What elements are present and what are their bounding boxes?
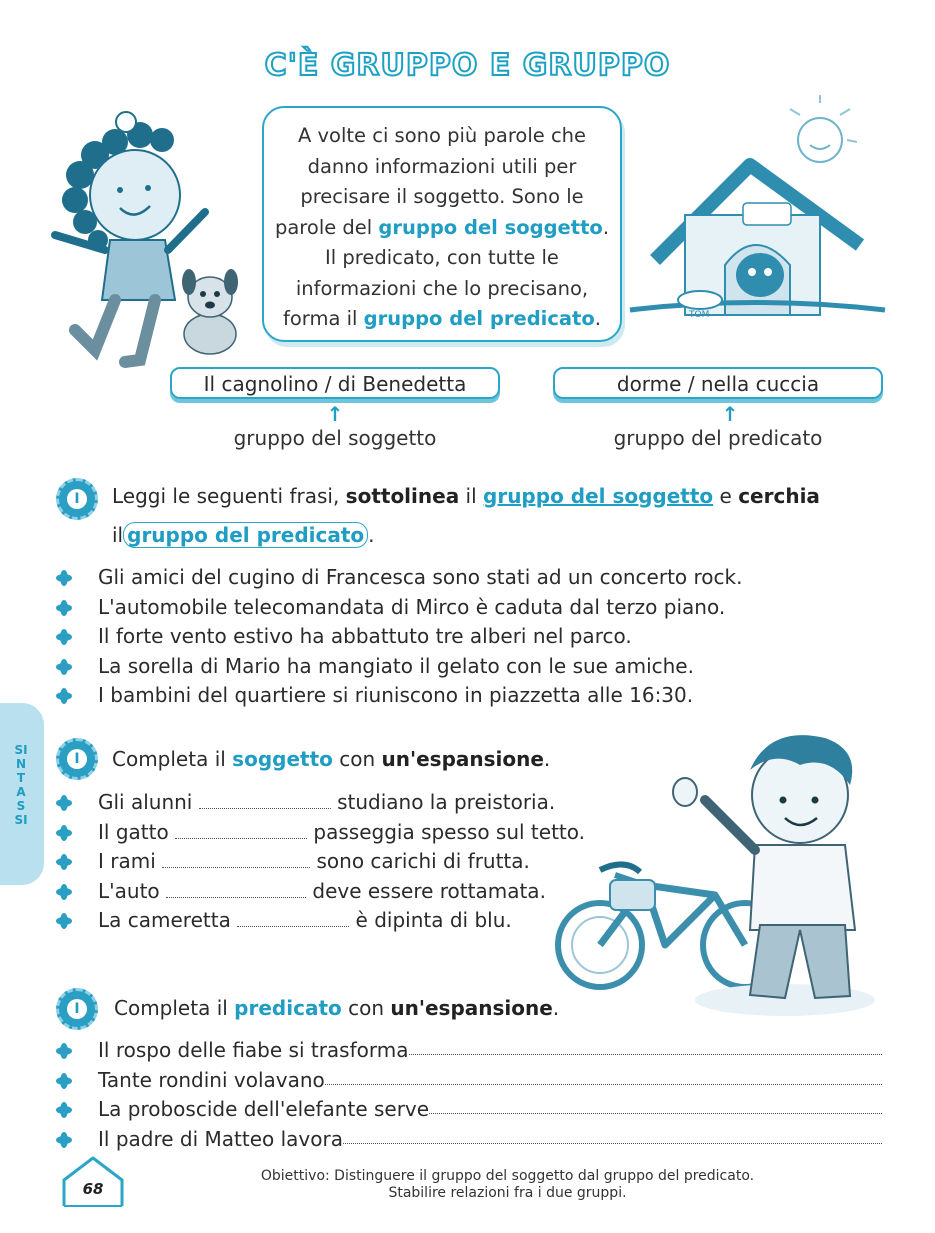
instr-text: .	[543, 747, 551, 771]
predicate-group-term: gruppo del predicato	[363, 307, 595, 330]
blank-field[interactable]	[343, 1125, 882, 1144]
page-number	[60, 1156, 126, 1208]
sentence-start: Il rospo delle fiabe si trasforma	[98, 1038, 409, 1062]
bullet-icon	[56, 570, 72, 586]
list-item	[56, 818, 585, 848]
bullet-icon	[56, 629, 72, 645]
subject-example-box: Il cagnolino / di Benedetta	[170, 367, 500, 399]
list-item	[56, 1036, 882, 1066]
bullet-icon	[56, 659, 72, 675]
dog-name-tag: TOM	[689, 310, 710, 320]
blank-field[interactable]	[409, 1036, 883, 1055]
exercise3-instruction	[114, 996, 559, 1020]
blank-field[interactable]	[166, 879, 306, 898]
instr-text: con	[332, 747, 382, 771]
exercise1-list	[56, 563, 742, 711]
instr-bold: un'espansione	[390, 996, 553, 1020]
list-item	[56, 593, 742, 623]
exercise3-list	[56, 1036, 882, 1154]
blank-field[interactable]	[429, 1095, 882, 1114]
list-item	[56, 681, 742, 711]
exercise2-list	[56, 788, 585, 936]
list-item	[56, 563, 742, 593]
blank-field[interactable]	[162, 849, 310, 868]
blank-field[interactable]	[175, 820, 307, 839]
sentence: L'automobile telecomandata di Mirco è caduta dal terzo piano.	[98, 594, 726, 619]
sentence-end: deve essere rottamata.	[312, 878, 546, 903]
predicate-example-box: dorme / nella cuccia	[553, 367, 883, 399]
section-side-tab	[0, 703, 44, 885]
bullet-icon	[56, 913, 72, 929]
sentence-start: Gli alunni	[98, 790, 193, 814]
doghouse-illustration	[625, 95, 890, 325]
sentence-end: studiano la preistoria.	[337, 790, 556, 814]
list-item	[56, 1125, 882, 1155]
list-item	[56, 1095, 882, 1125]
arrow-up-icon: ↑	[326, 402, 344, 426]
definition-callout	[262, 106, 622, 342]
blank-field[interactable]	[325, 1066, 882, 1085]
predicate-caption: gruppo del predicato	[613, 426, 823, 450]
side-tab-label: SINTASSI	[14, 743, 28, 827]
subject-caption: gruppo del soggetto	[233, 426, 437, 450]
page-number-label: 68	[82, 1180, 104, 1198]
instr-text: Leggi le seguenti frasi,	[112, 484, 346, 508]
callout-line	[264, 213, 620, 244]
exercise2-instruction	[112, 747, 550, 771]
instr-bold: cerchia	[738, 484, 820, 508]
callout-line: informazioni che lo precisano,	[295, 276, 589, 300]
instr-text: e	[713, 484, 739, 508]
exercise-badge-icon	[56, 478, 98, 520]
exercise1-instruction-line1	[112, 484, 820, 508]
bullet-icon	[56, 825, 72, 841]
bullet-icon	[56, 1043, 72, 1059]
footer-line: Stabilire relazioni fra i due gruppi.	[388, 1185, 627, 1201]
bullet-icon	[56, 1132, 72, 1148]
bullet-icon	[56, 884, 72, 900]
callout-text: .	[594, 307, 601, 330]
instr-bold: sottolinea	[345, 484, 460, 508]
boy-bicycle-illustration	[552, 730, 875, 1040]
sentence-start: La cameretta	[98, 908, 231, 932]
list-item	[56, 652, 742, 682]
footer-line: Obiettivo: Distinguere il gruppo del soggetto dal gruppo del predicato.	[260, 1168, 755, 1184]
callout-line: danno informazioni utili per	[307, 154, 577, 178]
learning-objective	[200, 1168, 815, 1202]
instr-text: il	[459, 484, 484, 508]
arrow-up-icon: ↑	[721, 402, 739, 426]
sentence-end: sono carichi di frutta.	[316, 849, 530, 873]
exercise1-instruction-line2	[112, 523, 375, 547]
instr-highlight: soggetto	[232, 747, 333, 771]
badge-label: I	[67, 999, 87, 1019]
callout-text: forma il	[283, 307, 364, 330]
page-title: C'È GRUPPO E GRUPPO	[264, 48, 671, 83]
sentence-start: Il gatto	[98, 819, 169, 844]
bullet-icon	[56, 688, 72, 704]
blank-field[interactable]	[237, 908, 349, 927]
bullet-icon	[56, 795, 72, 811]
instr-text: Completa il	[114, 996, 235, 1020]
callout-line: Il predicato, con tutte le	[325, 246, 559, 269]
instr-text: Completa il	[112, 747, 233, 771]
instr-text: con	[341, 996, 391, 1020]
sentence-start: Tante rondini volavano	[98, 1067, 325, 1092]
instr-underlined-term: gruppo del soggetto	[483, 484, 714, 508]
sentence-start: La proboscide dell'elefante serve	[98, 1097, 430, 1121]
sentence-start: I rami	[98, 849, 156, 873]
callout-line: precisare il soggetto. Sono le	[300, 185, 584, 208]
list-item	[56, 847, 585, 877]
sentence-end: è dipinta di blu.	[355, 908, 512, 932]
sentence-start: Il padre di Matteo lavora	[98, 1126, 343, 1151]
callout-line: A volte ci sono più parole che	[297, 124, 587, 147]
instr-bold: un'espansione	[381, 747, 544, 771]
puppy-illustration	[175, 262, 245, 357]
list-item	[56, 906, 585, 936]
list-item	[56, 877, 585, 907]
instr-circled-term: gruppo del predicato	[123, 522, 368, 548]
bullet-icon	[56, 600, 72, 616]
callout-text: .	[602, 215, 610, 239]
exercise-badge-icon	[56, 738, 98, 780]
bullet-icon	[56, 854, 72, 870]
instr-highlight: predicato	[234, 996, 342, 1020]
list-item	[56, 788, 585, 818]
list-item	[56, 1066, 882, 1096]
sentence: I bambini del quartiere si riuniscono in piazzetta alle 16:30.	[98, 683, 694, 707]
sentence-start: L'auto	[98, 878, 160, 903]
blank-field[interactable]	[199, 790, 331, 809]
callout-text: parole del	[274, 215, 379, 239]
subject-group-term: gruppo del soggetto	[378, 215, 603, 239]
bullet-icon	[56, 1073, 72, 1089]
sentence: La sorella di Mario ha mangiato il gelato con le sue amiche.	[98, 653, 694, 678]
instr-text: il	[112, 523, 124, 547]
list-item	[56, 622, 742, 652]
badge-label: I	[67, 489, 87, 509]
callout-line	[264, 304, 620, 335]
instr-text: .	[368, 523, 375, 547]
sentence-end: passeggia spesso sul tetto.	[313, 819, 585, 844]
badge-label: I	[67, 749, 87, 769]
bullet-icon	[56, 1102, 72, 1118]
instr-text: .	[552, 996, 560, 1020]
sentence: Il forte vento estivo ha abbattuto tre alberi nel parco.	[98, 624, 632, 648]
sentence: Gli amici del cugino di Francesca sono stati ad un concerto rock.	[98, 565, 743, 589]
exercise-badge-icon	[56, 988, 98, 1030]
